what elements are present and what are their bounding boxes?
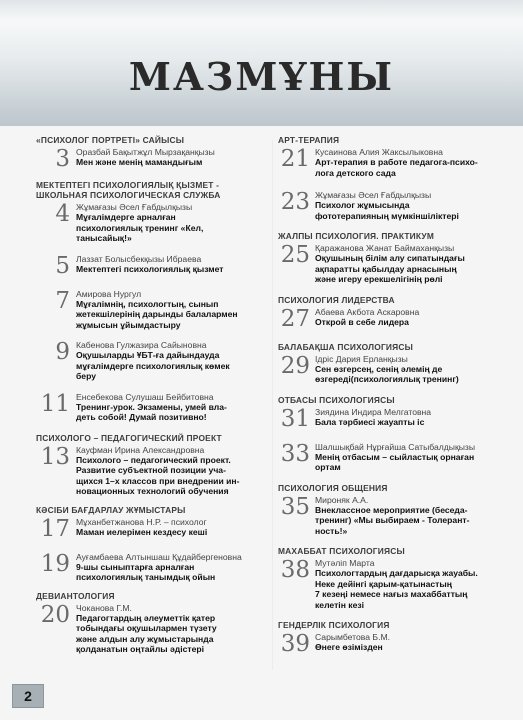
page-title: МАЗМҰНЫ (128, 54, 395, 99)
section-heading: ЖАЛПЫ ПСИХОЛОГИЯ. ПРАКТИКУМ (278, 231, 435, 241)
page-number: 19 (40, 550, 70, 577)
author: Кауфман Ирина Александровна (76, 444, 205, 455)
section-heading: «ПСИХОЛОГ ПОРТРЕТІ» САЙЫСЫ (36, 135, 185, 145)
author: Ідріс Дария Ерланқызы (315, 353, 408, 364)
article-title: Открой в себе лидера (315, 316, 409, 327)
section-heading: БАЛАБАҚША ПСИХОЛОГИЯСЫ (278, 341, 414, 352)
page-number: 21 (280, 146, 310, 172)
section (278, 483, 488, 493)
column-divider (272, 140, 273, 670)
section (278, 342, 488, 352)
section (36, 591, 272, 601)
toc-entry[interactable] (278, 407, 488, 432)
article-title: Оқушыларды ҰБТ-ға дайындауда мұғалімдерге психологиялық көмек беру (76, 350, 230, 381)
article-title: Мұғалімдерге арналған психологиялық тренинг «Кел, танысайық!» (76, 212, 204, 243)
toc-entry[interactable] (36, 289, 272, 331)
page-number: 20 (40, 601, 70, 628)
toc-entry[interactable] (278, 307, 488, 332)
page-number: 31 (280, 405, 310, 432)
page-number: 39 (280, 631, 310, 657)
author: Оразбай Бақытжұл Мырзақанқызы (76, 147, 215, 157)
article-title: Внеклассное мероприятие (беседа- тренинг) «Мы выбираем - Толерант- ность!» (315, 504, 470, 536)
toc-entry[interactable] (36, 202, 272, 244)
section (278, 546, 488, 556)
author: Жұмағазы Әсел Ғабдылқызы (315, 190, 432, 200)
article-title: Педагогтардың әлеуметтік қатер тобындағы оқушылармен түзету және алдын алу жұмыстарында қолданатын оңтайлы әдістері (76, 612, 217, 654)
page-number-label: 2 (24, 688, 32, 704)
right-column (278, 135, 488, 657)
author: Ауғамбаева Алтыншаш Құдайбергеновна (76, 551, 242, 562)
author: Кабенова Гулжазира Сайыновна (76, 340, 207, 350)
author: Чоканова Г.М. (76, 602, 132, 613)
toc-entry[interactable] (36, 603, 272, 655)
article-title: Тренинг-урок. Экзамены, умей вла- деть собой! Думай позитивно! (76, 401, 227, 422)
section (36, 180, 272, 200)
toc-entry[interactable] (36, 517, 272, 542)
page-number: 7 (55, 287, 70, 314)
page-number: 11 (40, 390, 70, 417)
section-heading: ДЕВИАНТОЛОГИЯ (36, 590, 115, 601)
article-title: Мұғалімнің, психологтың, сынып жетекшілерінің дарынды балалармен жұмысын ұйымдастыру (76, 298, 238, 330)
page-number: 29 (280, 352, 310, 379)
article-title: Бала тәрбиесі жауапты іс (315, 416, 425, 427)
toc-entry[interactable] (36, 552, 272, 583)
toc-entry[interactable] (36, 445, 272, 497)
toc-entry[interactable] (278, 558, 488, 610)
author: Кусаинова Алия Жаксылыковна (315, 147, 443, 157)
author: Енсебекова Сулушаш Бейбитовна (76, 391, 214, 402)
author: Абаева Акбота Аскаровна (315, 306, 420, 317)
author: Мутәліп Марта (315, 558, 375, 568)
section-heading: КӘСІБИ БАҒДАРЛАУ ЖҰМЫСТАРЫ (36, 504, 186, 515)
page-number: 27 (280, 305, 310, 332)
article-title: Психологтардың дағдарысқа жауабы. Неке дейінгі қарым-қатынастың 7 кезеңі немесе нағыз махаббаттың келетін кезі (315, 568, 478, 610)
page-number-badge (12, 684, 44, 708)
toc-entry[interactable] (278, 495, 488, 537)
author: Амирова Нургул (76, 288, 142, 299)
section-heading: ОТБАСЫ ПСИХОЛОГИЯСЫ (278, 394, 395, 405)
page-number: 25 (280, 242, 310, 268)
section (278, 135, 488, 145)
section-heading: ГЕНДЕРЛІК ПСИХОЛОГИЯ (278, 620, 390, 630)
section (36, 505, 272, 515)
toc-entry[interactable] (278, 243, 488, 285)
article-title: Өнеге өзімізден (315, 642, 383, 652)
article-title: Психолого – педагогический проект. Развитие субъектной позиции уча- щихся 1–х классов при внедрении ин- новационных технологий обучения (76, 454, 240, 496)
author: Қаражанова Жанат Баймаханқызы (315, 243, 455, 253)
toc-entry[interactable] (36, 147, 272, 172)
author: Лаззат Болысбекқызы Ибраева (76, 253, 202, 264)
toc-entry[interactable] (278, 190, 488, 221)
author: Шалшықбай Нұрғайша Сатыбалдықызы (315, 441, 476, 452)
page-number: 4 (55, 201, 70, 227)
article-title: 9-шы сыныптарға арналған психологиялық танымдық ойын (76, 561, 216, 582)
page-number: 23 (280, 189, 310, 215)
author: Мұханбетжанова Н.Р. – психолог (76, 516, 207, 527)
page-number: 9 (55, 339, 70, 365)
section (36, 433, 272, 443)
section-heading: МАХАББАТ ПСИХОЛОГИЯСЫ (278, 546, 405, 556)
article-title: Оқушының білім алу сипатындағы ақпаратты қабылдау арнасының және игеру ерекшелігінің рөлі (315, 253, 465, 284)
toc-entry[interactable] (36, 340, 272, 382)
article-title: Менің отбасым – сыйластық орнаған ортам (315, 451, 475, 472)
page-number: 17 (40, 515, 70, 542)
section-heading: ПСИХОЛОГИЯ ОБЩЕНИЯ (278, 482, 388, 493)
section (278, 395, 488, 405)
toc-entry[interactable] (36, 392, 272, 423)
section (278, 231, 488, 241)
page-number: 35 (280, 493, 310, 520)
section-heading: МЕКТЕПТЕГІ ПСИХОЛОГИЯЛЫҚ ҚЫЗМЕТ - ШКОЛЬНАЯ ПСИХОЛОГИЧЕСКАЯ СЛУЖБА (36, 180, 221, 200)
page-number: 33 (280, 440, 310, 467)
article-title: Мектептегі психологиялық қызмет (76, 263, 224, 274)
author: Мироняк А.А. (315, 494, 369, 505)
author: Жұмағазы Әсел Ғабдылқызы (76, 202, 193, 212)
page-number: 13 (40, 443, 70, 470)
article-title: Мен және менің мамандығым (76, 157, 203, 167)
author: Зиядина Индира Мелгатовна (315, 406, 432, 417)
toc-entry[interactable] (278, 354, 488, 385)
section-heading: ПСИХОЛОГИЯ ЛИДЕРСТВА (278, 294, 395, 305)
article-title: Психолог жұмысында фототерапияның мүмкіншіліктері (315, 200, 459, 221)
article-title: Маман иелерімен кездесу кеші (76, 526, 208, 537)
toc-entry[interactable] (36, 254, 272, 279)
section (278, 295, 488, 305)
toc-entry[interactable] (278, 147, 488, 178)
page-number: 3 (55, 146, 70, 172)
section (278, 620, 488, 630)
author: Сарымбетова Б.М. (315, 632, 390, 642)
toc-entry[interactable] (278, 632, 488, 657)
section-heading: ПСИХОЛОГО – ПЕДАГОГИЧЕСКИЙ ПРОЕКТ (36, 432, 222, 443)
page-number: 5 (55, 252, 70, 279)
page-number: 38 (280, 557, 310, 583)
section (36, 135, 272, 145)
toc-entry[interactable] (278, 442, 488, 473)
article-title: Арт-терапия в работе педагога-психо- лога детского сада (315, 157, 478, 178)
section-heading: АРТ-ТЕРАПИЯ (278, 135, 340, 145)
article-title: Сен өзгерсең, сенің әлемің де өзгереді(психологиялық тренинг) (315, 363, 459, 384)
left-column (36, 135, 272, 655)
